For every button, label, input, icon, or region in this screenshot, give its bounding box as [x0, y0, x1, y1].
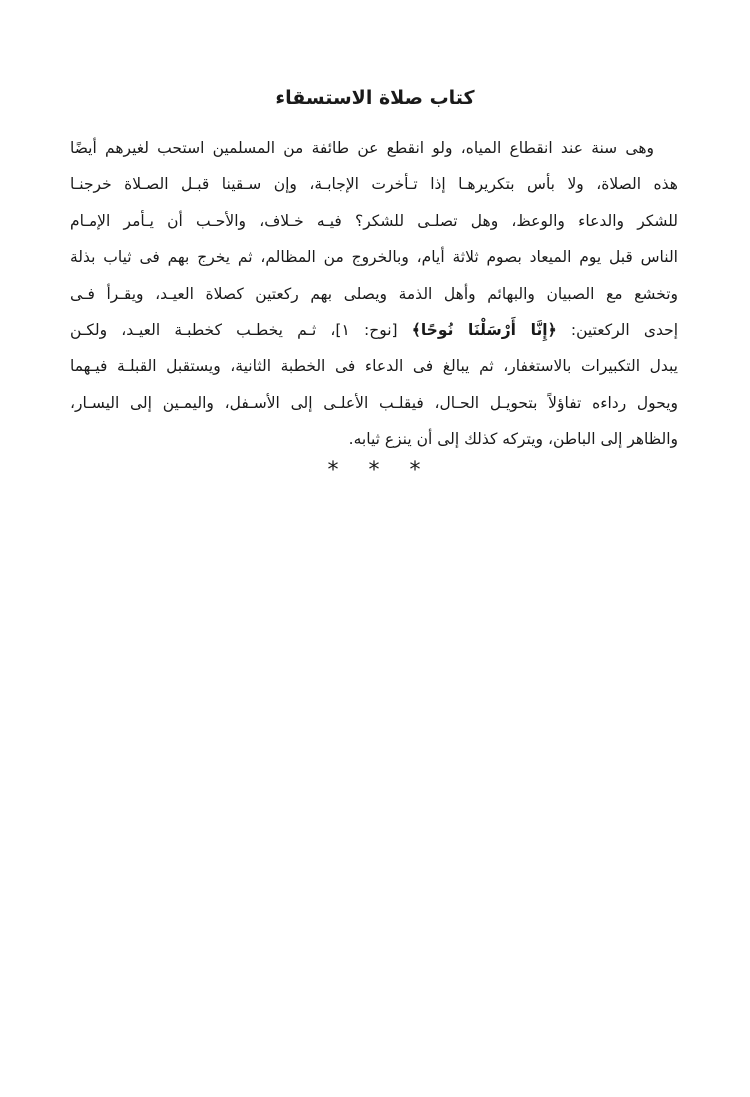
asterisk-mark: * [327, 458, 341, 483]
asterisk-mark: * [409, 458, 423, 483]
section-separator [0, 456, 750, 486]
text-line-9: والظاهر إلى الباطن، ويتركه كذلك إلى أن ينزع ثيابه. [348, 430, 678, 449]
text-line-6-before: إحدى الركعتين: [570, 320, 679, 339]
text-line-7: يبدل التكبيرات بالاستغفار، ثم يبالغ فى الدعاء فى الخطبة الثانية، ويستقبل القبلـة فيـهما [70, 357, 678, 376]
body-paragraph [70, 130, 678, 458]
text-line-1: وهى سنة عند انقطاع المياه، ولو انقطع عن طائفة من المسلمين استحب لغيرهم أيضًا [70, 139, 654, 157]
asterisk-mark: * [368, 458, 382, 483]
text-line-6 [70, 312, 678, 348]
text-line-3: للشكر والدعاء والوعظ، وهل تصلـى للشكر؟ فيـه خـلاف، والأحـب أن يـأمر الإمـام [70, 211, 678, 230]
text-line-5: وتخشع مع الصبيان والبهائم وأهل الذمة ويصلى بهم ركعتين كصلاة العيـد، ويقـرأ فـى [70, 284, 678, 303]
text-line-6-after: [نوح: ١]، ثـم يخطـب كخطبـة العيـد، ولكـن [70, 320, 398, 339]
text-line-8: ويحول رداءه تفاؤلاً بتحويـل الحـال، فيقلـب الأعلـى إلى الأسـفل، واليمـين إلى اليسـار، [70, 393, 678, 412]
quran-verse: ﴿إِنَّا أَرْسَلْنَا نُوحًا﴾ [411, 320, 557, 339]
text-line-2: هذه الصلاة، ولا بأس بتكريرهـا إذا تـأخرت الإجابـة، وإن سـقينا قبـل الصـلاة خرجنـا [70, 175, 678, 194]
text-line-4: الناس قبل يوم الميعاد بصوم ثلاثة أيام، وبالخروج من المظالم، ثم يخرج بهم فى ثياب بذلة [70, 248, 678, 267]
chapter-title: كتاب صلاة الاستسقاء [275, 87, 475, 109]
